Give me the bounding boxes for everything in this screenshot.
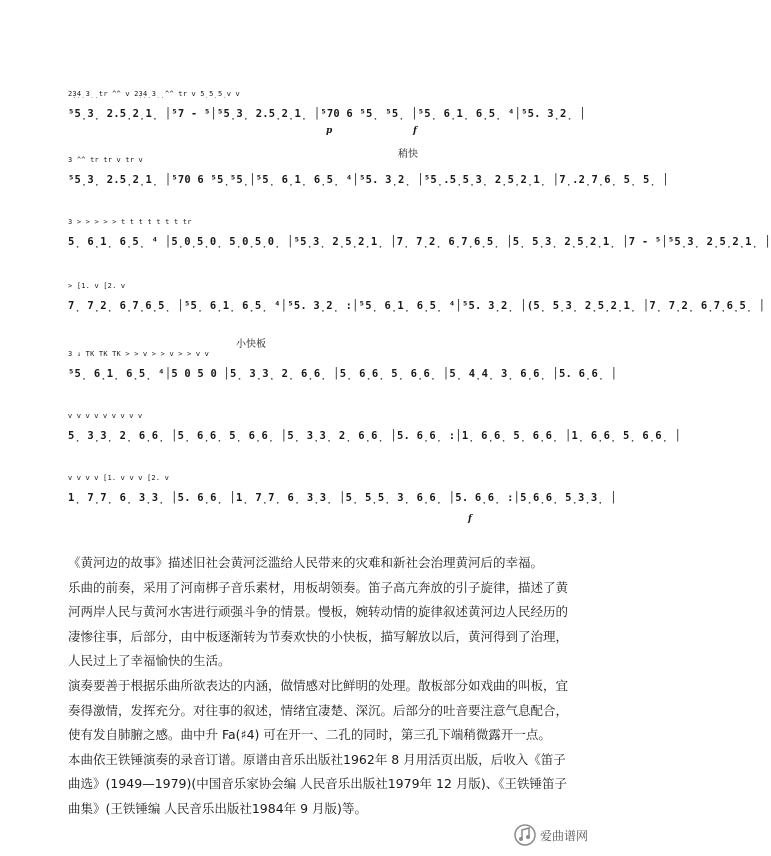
tempo-marking: 小快板	[236, 339, 266, 350]
watermark-text: 爱曲谱网	[539, 828, 588, 843]
system-notes: ⁵5̣3̣ 2.5̣2̣1̣ │⁵70 6 ⁵5̣⁵5̣│⁵5̣ 6̣1̣ 6̣5̣ ⁴│⁵5. 3̣2̣ │⁵5̣.5̣5̣3̣ 2̣5̣2̣1̣ │7̣.2̣7̣6̣ 5̣ 5̣ │	[68, 174, 669, 186]
system-notes: 5̣ 3̣3̣ 2̣ 6̣6̣ │5̣ 6̣6̣ 5̣ 6̣6̣ │5̣ 3̣3̣ 2̣ 6̣6̣ │5. 6̣6̣ :│1̣ 6̣6̣ 5̣ 6̣6̣ │1̣ 6̣6̣ 5̣ 6̣6̣ │	[68, 430, 682, 442]
dynamic-marking: p	[326, 126, 333, 136]
system-ornaments: ⅴ ⅴ ⅴ ⅴ ⅴ ⅴ ⅴ ⅴ ⅴ	[68, 412, 143, 420]
paragraph: 《黄河边的故事》描述旧社会黄河泛滥给人民带来的灾难和新社会治理黄河后的幸福。	[68, 555, 544, 570]
system-notes: 5̣ 6̣1̣ 6̣5̣ ⁴ │5̣0̣5̣0̣ 5̣0̣5̣0̣ │⁵5̣3̣ 2̣5̣2̣1̣ │7̣ 7̣2̣ 6̣7̣6̣5̣ │5̣ 5̣3̣ 2̣5̣2̣1̣ │7 - ⁵│⁵5̣3̣ 2̣5̣2̣1̣ │	[68, 236, 771, 248]
score-system-6	[68, 412, 682, 448]
score-system-3	[68, 218, 771, 254]
system-ornaments: 2̣3̣4̣ 3̣ ̣ tr ^^ ⅴ 2̣3̣4̣ 3̣ ̣ ^^ tr ⅴ 5̣ 5̣ 5̣ ⅴ ⅴ	[68, 90, 240, 98]
system-ornaments: 3 > > > > > t t t t t t t tr	[68, 218, 192, 226]
paragraph: 演奏要善于根据乐曲所欲表达的内涵，做情感对比鲜明的处理。散板部分如戏曲的叫板，宜奏得激情，发挥充分。对往事的叙述，情绪宜凄楚、深沉。后部分的吐音要注意气息配合，使有发自肺腑之感。曲中升 Fa(♯4) 可在开一、二孔的同时，第三孔下端稍微露开一点。	[68, 677, 569, 743]
music-site-logo-icon	[514, 824, 536, 846]
system-notes: ⁵5̣ 6̣1̣ 6̣5̣ ⁴│5 0 5 0 │5̣ 3̣3̣ 2̣ 6̣6̣ │5̣ 6̣6̣ 5̣ 6̣6̣ │5̣ 4̣4̣ 3̣ 6̣6̣ │5. 6̣6̣ │	[68, 368, 618, 380]
system-notes: ⁵5̣3̣ 2.5̣2̣1̣ │⁵7 - ⁵│⁵5̣3̣ 2.5̣2̣1̣ │⁵70 6 ⁵5̣ ⁵5̣ │⁵5̣ 6̣1̣ 6̣5̣ ⁴│⁵5. 3̣2̣ │	[68, 108, 586, 120]
site-watermark	[514, 822, 588, 848]
score-system-7	[68, 474, 617, 510]
score-system-1	[68, 90, 586, 126]
system-ornaments: ⅴ ⅴ ⅴ ⅴ [1. ⅴ ⅴ ⅴ [2. ⅴ	[68, 474, 169, 482]
score-system-4	[68, 282, 766, 318]
system-ornaments: > [1. ⅴ [2. ⅴ	[68, 282, 126, 290]
score-system-2	[68, 156, 669, 192]
dynamic-marking: f	[413, 126, 417, 136]
score-system-5	[68, 350, 618, 386]
paragraph: 本曲依王铁锤演奏的录音订谱。原谱由音乐出版社1962年 8 月用活页出版，后收入《笛子曲选》(1949—1979)(中国音乐家协会编 人民音乐出版社1979年 12 月版)、《王铁锤笛子曲集》(王铁锤编 人民音乐出版社1984年 9 月版)等。	[68, 751, 568, 816]
system-ornaments: 3 ↓ TK TK TK > > ⅴ > > ⅴ > > ⅴ ⅴ	[68, 350, 209, 358]
article-text	[68, 551, 568, 822]
tempo-marking: 稍快	[398, 149, 418, 160]
paragraph: 乐曲的前奏，采用了河南梆子音乐素材，用板胡领奏。笛子高亢奔放的引子旋律，描述了黄河两岸人民与黄河水害进行顽强斗争的情景。慢板，婉转动情的旋律叙述黄河边人民经历的凄惨往事，后部分，由中板逐渐转为节奏欢快的小快板，描写解放以后，黄河得到了治理，人民过上了幸福愉快的生活。	[68, 579, 569, 669]
system-notes: 1̣ 7̣7̣ 6̣ 3̣3̣ │5. 6̣6̣ │1̣ 7̣7̣ 6̣ 3̣3̣ │5̣ 5̣5̣ 3̣ 6̣6̣ │5. 6̣6̣ :│5̣6̣6̣ 5̣3̣3̣ │	[68, 492, 617, 504]
dynamic-marking: f	[468, 514, 472, 524]
system-ornaments: 3 ^^ tr tr ⅴ tr ⅴ	[68, 156, 143, 164]
system-notes: 7̣ 7̣2̣ 6̣7̣6̣5̣ │⁵5̣ 6̣1̣ 6̣5̣ ⁴│⁵5. 3̣2̣ :│⁵5̣ 6̣1̣ 6̣5̣ ⁴│⁵5. 3̣2̣ │(5̣ 5̣3̣ 2̣5̣2̣1̣ │7̣ 7̣2̣ 6̣7̣6̣5̣ │	[68, 300, 766, 312]
